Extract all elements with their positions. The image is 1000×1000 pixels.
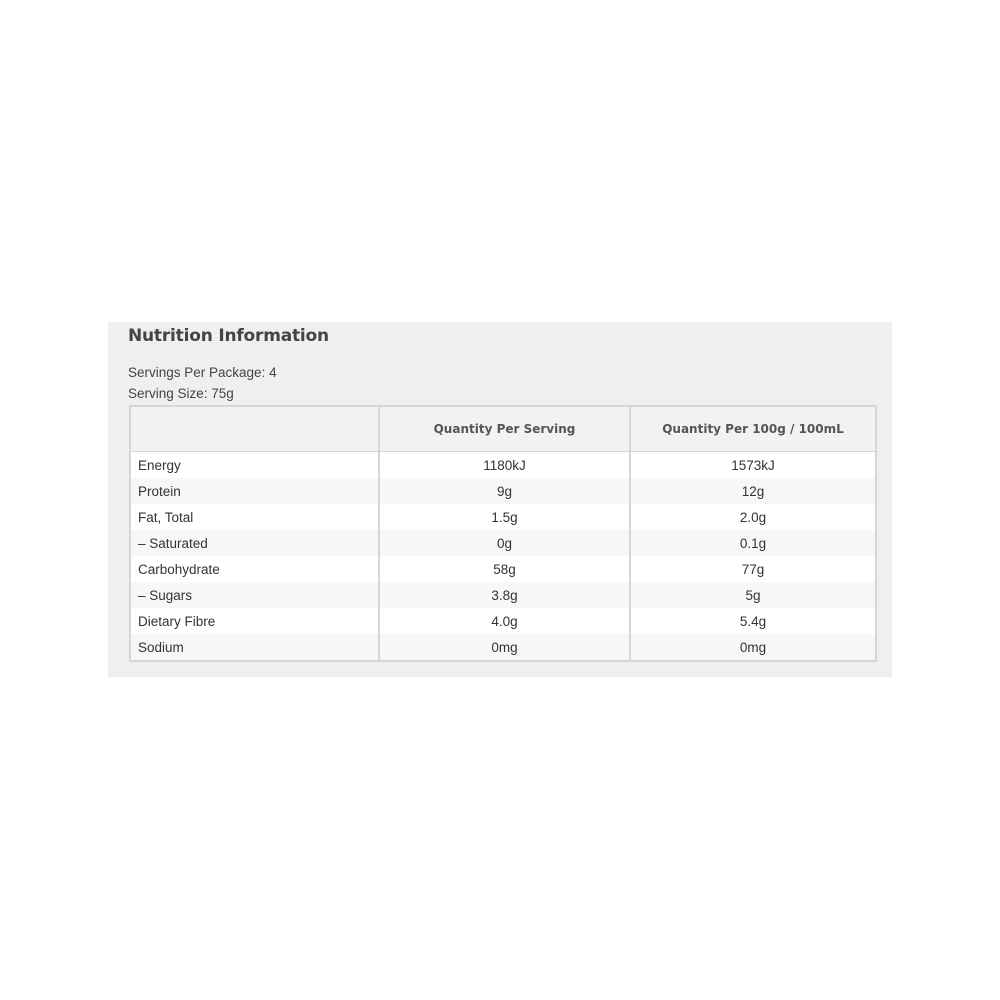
per-100-value: 1573kJ bbox=[630, 452, 876, 479]
panel-title: Nutrition Information bbox=[128, 326, 329, 346]
per-100-value: 5.4g bbox=[630, 608, 876, 634]
nutrient-name: Protein bbox=[130, 478, 379, 504]
table-row bbox=[130, 530, 876, 556]
serving-size: Serving Size: 75g bbox=[128, 386, 234, 401]
table-row bbox=[130, 478, 876, 504]
nutrient-name: Dietary Fibre bbox=[130, 608, 379, 634]
table-row bbox=[130, 504, 876, 530]
header-per-100: Quantity Per 100g / 100mL bbox=[630, 406, 876, 452]
table-row bbox=[130, 452, 876, 479]
per-100-value: 0.1g bbox=[630, 530, 876, 556]
table-header-row bbox=[130, 406, 876, 452]
table-row bbox=[130, 634, 876, 661]
per-serving-value: 0mg bbox=[379, 634, 630, 661]
nutrient-name: Sodium bbox=[130, 634, 379, 661]
nutrient-name: Energy bbox=[130, 452, 379, 479]
per-100-value: 5g bbox=[630, 582, 876, 608]
servings-per-package: Servings Per Package: 4 bbox=[128, 365, 277, 380]
per-serving-value: 1.5g bbox=[379, 504, 630, 530]
per-serving-value: 1180kJ bbox=[379, 452, 630, 479]
per-100-value: 0mg bbox=[630, 634, 876, 661]
per-serving-value: 58g bbox=[379, 556, 630, 582]
per-100-value: 12g bbox=[630, 478, 876, 504]
per-serving-value: 0g bbox=[379, 530, 630, 556]
table-row bbox=[130, 556, 876, 582]
nutrient-name: Fat, Total bbox=[130, 504, 379, 530]
header-nutrient bbox=[130, 406, 379, 452]
header-per-serving: Quantity Per Serving bbox=[379, 406, 630, 452]
nutrition-table bbox=[129, 405, 877, 662]
table-row bbox=[130, 582, 876, 608]
nutrient-name: – Sugars bbox=[130, 582, 379, 608]
per-100-value: 77g bbox=[630, 556, 876, 582]
per-serving-value: 4.0g bbox=[379, 608, 630, 634]
nutrient-name: Carbohydrate bbox=[130, 556, 379, 582]
per-serving-value: 9g bbox=[379, 478, 630, 504]
nutrient-name: – Saturated bbox=[130, 530, 379, 556]
per-100-value: 2.0g bbox=[630, 504, 876, 530]
table-row bbox=[130, 608, 876, 634]
per-serving-value: 3.8g bbox=[379, 582, 630, 608]
nutrition-panel bbox=[108, 322, 892, 677]
